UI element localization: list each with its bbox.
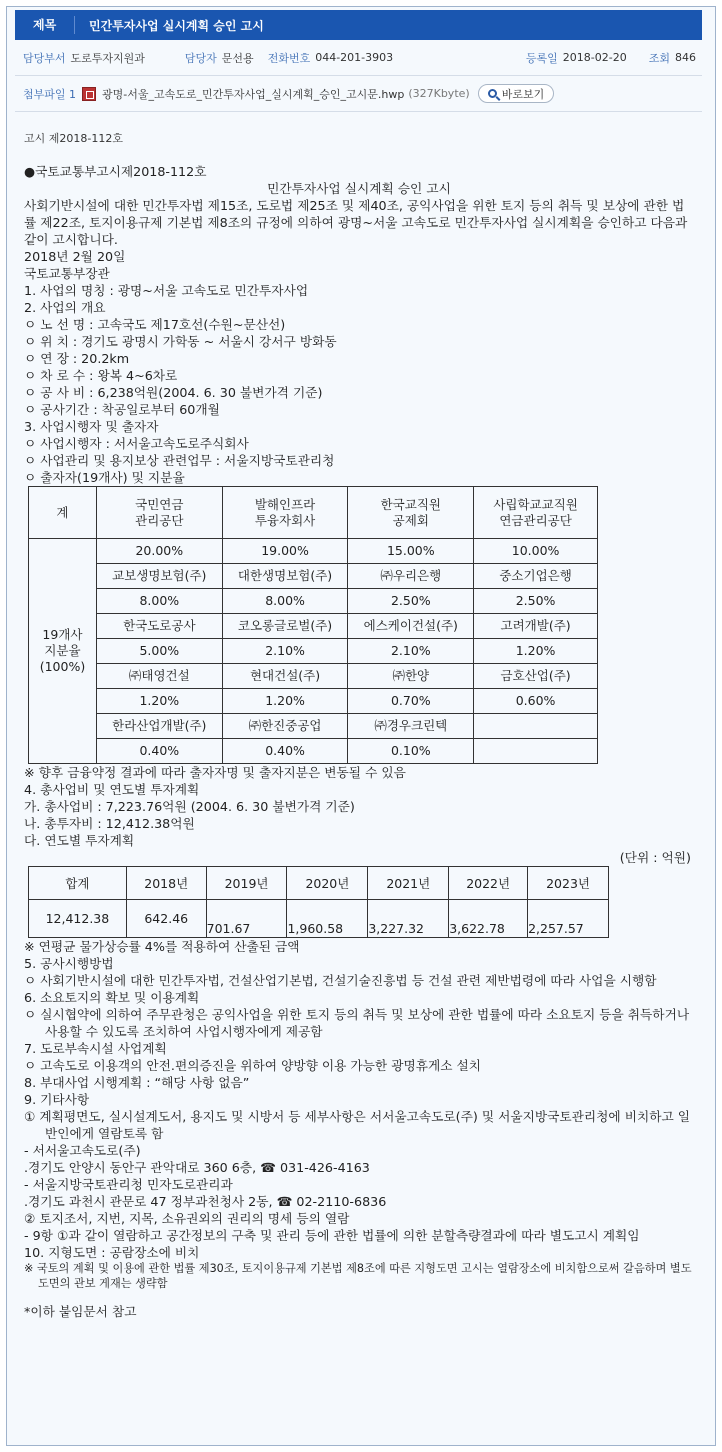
doc-title: 민간투자사업 실시계획 승인 고시 (267, 181, 451, 196)
yearly-investment-table (28, 866, 609, 938)
table-header: 합계 (29, 867, 127, 900)
table-cell: 15.00% (348, 539, 474, 564)
table-cell: 20.00% (96, 539, 222, 564)
table-header: 2019년 (206, 867, 287, 900)
total-investment: 나. 총투자비 : 12,412.38억원 (24, 816, 195, 831)
preview-button-label: 바로보기 (501, 87, 545, 101)
section-1: 1. 사업의 명칭 : 광명~서울 고속도로 민간투자사업 (24, 283, 309, 298)
table-cell: 19.00% (222, 539, 348, 564)
row-header (29, 539, 97, 764)
table-row (29, 639, 598, 664)
table-header (348, 487, 474, 539)
table-cell: ㈜우리은행 (348, 564, 474, 589)
attachment-row (15, 76, 702, 112)
table-cell (474, 739, 598, 764)
table-cell: 642.46 (126, 900, 206, 938)
section-3: 3. 사업시행자 및 출자자 (24, 419, 159, 434)
section-8: 8. 부대사업 시행계획 : “해당 사항 없음” (24, 1075, 250, 1090)
header-line: 국민연금 (135, 496, 184, 512)
table-row (29, 714, 598, 739)
header-line: 사립학교교직원 (493, 496, 578, 512)
attachment-label: 첨부파일 1 (23, 87, 76, 101)
table-header (96, 487, 222, 539)
contact-1-address: .경기도 안양시 동안구 관악대로 360 6층, ☎ 031-426-4163 (24, 1160, 370, 1175)
survey-note: - 9항 ①과 같이 열람하고 공간정보의 구축 및 관리 등에 관한 법률에 의한 분할측량결과에 따라 별도고시 계획임 (24, 1228, 640, 1243)
contact-1-name: - 서서울고속도로(주) (24, 1143, 141, 1158)
location: ㅇ 위 치 : 경기도 광명시 가학동 ~ 서울시 강서구 방화동 (24, 334, 337, 349)
management: ㅇ 사업관리 및 용지보상 관련업무 : 서울지방국토관리청 (24, 453, 335, 468)
row-header-line: (100%) (39, 659, 86, 674)
table-cell: 701.67 (206, 900, 287, 938)
table-cell: 대한생명보험(주) (222, 564, 348, 589)
post-content (24, 130, 694, 1320)
header-line: 투융자회사 (254, 512, 316, 528)
table-cell: ㈜한진중공업 (222, 714, 348, 739)
length: ㅇ 연 장 : 20.2km (24, 351, 130, 366)
views-label: 조회 (648, 51, 670, 65)
inspection-note: ① 계획평면도, 실시설계도서, 용지도 및 시방서 등 세부사항은 서서울고속도로(주) 및 서울지방국토관리청에 비치하고 일반인에게 열람토록 함 (24, 1109, 691, 1141)
meta-row (15, 40, 702, 76)
cost: ㅇ 공 사 비 : 6,238억원(2004. 6. 30 불변가격 기준) (24, 385, 323, 400)
table-cell: 2.50% (474, 589, 598, 614)
land-plan: ㅇ 실시협약에 의하여 주무관청은 공익사업을 위한 토지 등의 취득 및 보상에 관한 법률에 따라 소요토지 등을 취득하거나 사용할 수 있도록 조치하여 사업시행자에게 제공함 (24, 1007, 690, 1039)
header-line: 한국교직원 (380, 496, 441, 512)
header-line: 발해인프라 (254, 496, 316, 512)
table-cell: 1.20% (96, 689, 222, 714)
table-cell: 2.10% (348, 639, 474, 664)
table-cell: 8.00% (222, 589, 348, 614)
doc-date: 2018년 2월 20일 (24, 249, 126, 264)
attachment-reference: *이하 붙임문서 참고 (24, 1304, 137, 1319)
investor-table (28, 486, 598, 764)
header-line: 공제회 (392, 512, 429, 528)
table-row (29, 900, 609, 938)
table-cell: 현대건설(주) (222, 664, 348, 689)
unit-label: (단위 : 억원) (619, 850, 691, 865)
table-header: 2023년 (528, 867, 609, 900)
table-cell: 3,227.32 (368, 900, 449, 938)
table-row (29, 664, 598, 689)
table-cell: 5.00% (96, 639, 222, 664)
table-cell: 코오롱글로벌(주) (222, 614, 348, 639)
table-cell: 에스케이건설(주) (348, 614, 474, 639)
date-label: 등록일 (525, 51, 558, 65)
section-10: 10. 지형도면 : 공람장소에 비치 (24, 1245, 200, 1260)
phone-label: 전화번호 (267, 51, 311, 65)
phone-value: 044-201-3903 (315, 51, 394, 64)
attachment-size: (327Kbyte) (408, 87, 470, 100)
table-header (222, 487, 348, 539)
title-label: 제목 (15, 16, 75, 34)
title-bar (15, 10, 702, 40)
section-2: 2. 사업의 개요 (24, 300, 106, 315)
table-row (29, 689, 598, 714)
construction-method: ㅇ 사회기반시설에 대한 민간투자법, 건설산업기본법, 건설기술진흥법 등 건설 관련 제반법령에 따라 사업을 시행함 (24, 973, 657, 988)
table-row (29, 589, 598, 614)
investors-heading: ㅇ 출자자(19개사) 및 지분율 (24, 470, 185, 485)
facility-plan: ㅇ 고속도로 이용객의 안전.편의증진을 위하여 양방향 이용 가능한 광명휴게소 설치 (24, 1058, 482, 1073)
table-cell: 2.50% (348, 589, 474, 614)
table-cell: 한국도로공사 (96, 614, 222, 639)
lanes: ㅇ 차 로 수 : 왕복 4~6차로 (24, 368, 178, 383)
row-header-line: 19개사 (42, 627, 83, 642)
table-row (29, 487, 598, 539)
contact-2-name: - 서울지방국토관리청 민자도로관리과 (24, 1177, 233, 1192)
table-cell: 중소기업은행 (474, 564, 598, 589)
post-title: 민간투자사업 실시계획 승인 고시 (89, 18, 264, 33)
views-value: 846 (675, 51, 696, 64)
table-cell: 교보생명보험(주) (96, 564, 222, 589)
table-cell: 10.00% (474, 539, 598, 564)
header-line: 관리공단 (135, 512, 184, 528)
table-cell: 0.70% (348, 689, 474, 714)
table-cell: 1.20% (474, 639, 598, 664)
table-row (29, 539, 598, 564)
operator: ㅇ 사업시행자 : 서서울고속도로주식회사 (24, 436, 249, 451)
table-cell (474, 714, 598, 739)
investor-note: ※ 향후 금융약정 결과에 따라 출자자명 및 출자지분은 변동될 수 있음 (24, 765, 406, 780)
table-cell: 한라산업개발(주) (96, 714, 222, 739)
table-cell: ㈜한양 (348, 664, 474, 689)
attachment-link[interactable]: 광명-서울_고속도로_민간투자사업_실시계획_승인_고시문.hwp (102, 87, 405, 101)
section-5: 5. 공사시행방법 (24, 956, 114, 971)
person-label: 담당자 (184, 51, 217, 65)
doc-intro: 사회기반시설에 대한 민간투자법 제15조, 도로법 제25조 및 제40조, 공익사업을 위한 토지 등의 취득 및 보상에 관한 법률 제22조, 토지이용규제 기본법 제8조의 규정에 의하여 광명~서울 고속도로 민간투자사업 실시계획을 승인하고 다음과 같이 고시합니다. (24, 198, 688, 247)
table-header: 2022년 (449, 867, 528, 900)
table-header: 2018년 (126, 867, 206, 900)
section-4: 4. 총사업비 및 연도별 투자계획 (24, 782, 200, 797)
table-header: 2021년 (368, 867, 449, 900)
table-row (29, 564, 598, 589)
row-header-line: 지분율 (44, 643, 81, 658)
dept-label: 담당부서 (23, 51, 66, 65)
header-line: 연금관리공단 (499, 512, 572, 528)
gazette-number: ●국토교통부고시제2018-112호 (24, 164, 207, 179)
table-cell: 2.10% (222, 639, 348, 664)
table-cell: 2,257.57 (528, 900, 609, 938)
total-cost: 가. 총사업비 : 7,223.76억원 (2004. 6. 30 불변가격 기준) (24, 799, 355, 814)
contact-2-address: .경기도 과천시 관문로 47 정부과천청사 2동, ☎ 02-2110-6836 (24, 1194, 387, 1209)
table-header: 계 (29, 487, 97, 539)
table-cell: 고려개발(주) (474, 614, 598, 639)
inflation-note: ※ 연평균 물가상승률 4%를 적용하여 산출된 금액 (24, 939, 300, 954)
table-row (29, 867, 609, 900)
table-header: 2020년 (287, 867, 368, 900)
table-cell: 0.60% (474, 689, 598, 714)
table-cell: 1,960.58 (287, 900, 368, 938)
notice-number: 고시 제2018-112호 (24, 132, 123, 145)
doc-issuer: 국토교통부장관 (24, 266, 110, 281)
table-cell: 1.20% (222, 689, 348, 714)
hwp-file-icon (82, 87, 96, 101)
map-note: ※ 국토의 계획 및 이용에 관한 법률 제30조, 토지이용규제 기본법 제8조에 따른 지형도면 고시는 열람장소에 비치함으로써 갈음하며 별도 도면의 관보 게재는 생략함 (24, 1262, 692, 1290)
section-7: 7. 도로부속시설 사업계획 (24, 1041, 167, 1056)
land-record-note: ② 토지조서, 지번, 지목, 소유권외의 권리의 명세 등의 열람 (24, 1211, 350, 1226)
document-body (24, 163, 694, 1320)
period: ㅇ 공사기간 : 착공일로부터 60개월 (24, 402, 220, 417)
table-cell: ㈜태영건설 (96, 664, 222, 689)
table-cell: 금호산업(주) (474, 664, 598, 689)
table-cell: 3,622.78 (449, 900, 528, 938)
table-cell: 12,412.38 (29, 900, 127, 938)
table-row (29, 739, 598, 764)
table-cell: 0.40% (222, 739, 348, 764)
route-name: ㅇ 노 선 명 : 고속국도 제17호선(수원~문산선) (24, 317, 286, 332)
date-value: 2018-02-20 (562, 51, 627, 64)
section-6: 6. 소요토지의 확보 및 이용계획 (24, 990, 200, 1005)
table-cell: 8.00% (96, 589, 222, 614)
table-cell: ㈜경우크린텍 (348, 714, 474, 739)
table-cell: 0.10% (348, 739, 474, 764)
table-cell: 0.40% (96, 739, 222, 764)
table-header (474, 487, 598, 539)
yearly-plan-heading: 다. 연도별 투자계획 (24, 833, 135, 848)
search-icon (488, 89, 497, 98)
person-value: 문선용 (221, 51, 254, 65)
preview-button[interactable] (478, 84, 555, 103)
section-9: 9. 기타사항 (24, 1092, 90, 1107)
dept-value: 도로투자지원과 (70, 51, 145, 65)
table-row (29, 614, 598, 639)
